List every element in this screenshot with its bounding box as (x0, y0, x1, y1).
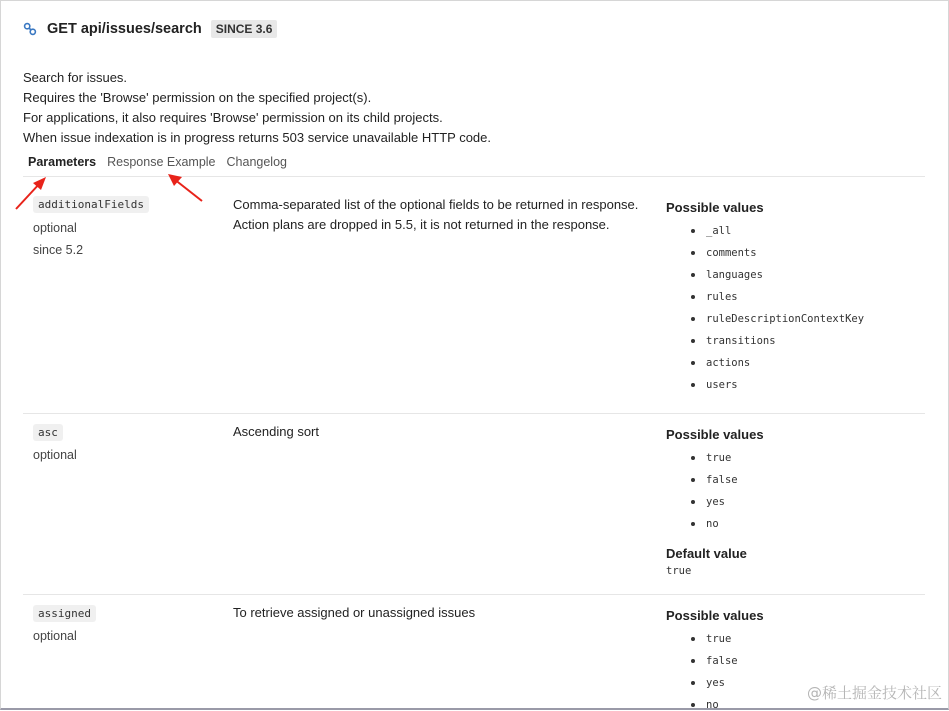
tab-parameters[interactable]: Parameters (28, 155, 97, 169)
param-row-asc (23, 414, 925, 595)
since-badge: SINCE 3.6 (211, 20, 278, 38)
param-row-assigned (23, 595, 925, 708)
default-value-title: Default value (666, 546, 747, 561)
param-key: assigned (33, 605, 96, 622)
possible-value: false (666, 469, 764, 491)
param-optional-label: optional (33, 629, 77, 643)
watermark: @稀土掘金技术社区 (806, 684, 942, 702)
possible-value: _all (666, 220, 864, 242)
possible-value: languages (666, 264, 864, 286)
description-line: Requires the 'Browse' permission on the specified project(s). (23, 90, 372, 105)
possible-value: comments (666, 242, 864, 264)
param-optional-label: optional (33, 221, 77, 235)
link-icon[interactable] (23, 22, 37, 36)
possible-value: yes (666, 672, 764, 694)
description-line: Ascending sort (233, 424, 319, 439)
possible-values-title: Possible values (666, 200, 764, 215)
description-line: For applications, it also requires 'Browse' permission on its child projects. (23, 110, 443, 125)
param-meta (33, 444, 77, 466)
param-meta (33, 625, 77, 647)
possible-values (666, 608, 764, 708)
possible-value: false (666, 650, 764, 672)
endpoint-title: GET api/issues/search (47, 21, 202, 37)
possible-values (666, 200, 864, 396)
endpoint-description (23, 68, 491, 148)
param-description (233, 422, 319, 442)
possible-value: true (666, 628, 764, 650)
possible-values (666, 427, 764, 577)
description-line: Comma-separated list of the optional fields to be returned in response. (233, 197, 639, 212)
param-optional-label: optional (33, 448, 77, 462)
possible-value: actions (666, 352, 864, 374)
possible-value: no (666, 694, 764, 708)
possible-value: no (666, 513, 764, 535)
possible-values-list (666, 220, 864, 396)
possible-values-title: Possible values (666, 608, 764, 623)
param-meta (33, 217, 83, 261)
tab-changelog[interactable]: Changelog (226, 155, 287, 169)
possible-value: transitions (666, 330, 864, 352)
possible-value: ruleDescriptionContextKey (666, 308, 864, 330)
possible-value: true (666, 447, 764, 469)
param-description (233, 195, 638, 235)
description-line: To retrieve assigned or unassigned issues (233, 605, 476, 620)
param-row-additionalFields (23, 177, 925, 414)
description-line: Search for issues. (23, 70, 128, 85)
endpoint-header (23, 20, 277, 38)
possible-values-list (666, 447, 764, 535)
possible-value: rules (666, 286, 864, 308)
description-line: When issue indexation is in progress returns 503 service unavailable HTTP code. (23, 130, 491, 145)
possible-value: users (666, 374, 864, 396)
possible-value: yes (666, 491, 764, 513)
param-key: asc (33, 424, 63, 441)
param-since-label: since 5.2 (33, 243, 84, 257)
description-line: Action plans are dropped in 5.5, it is not returned in the response. (233, 217, 610, 232)
param-description (233, 603, 475, 623)
possible-values-list (666, 628, 764, 708)
possible-values-title: Possible values (666, 427, 764, 442)
default-value: true (666, 565, 692, 577)
tab-bar (28, 155, 298, 169)
tab-response-example[interactable]: Response Example (107, 155, 216, 169)
param-key: additionalFields (33, 196, 149, 213)
